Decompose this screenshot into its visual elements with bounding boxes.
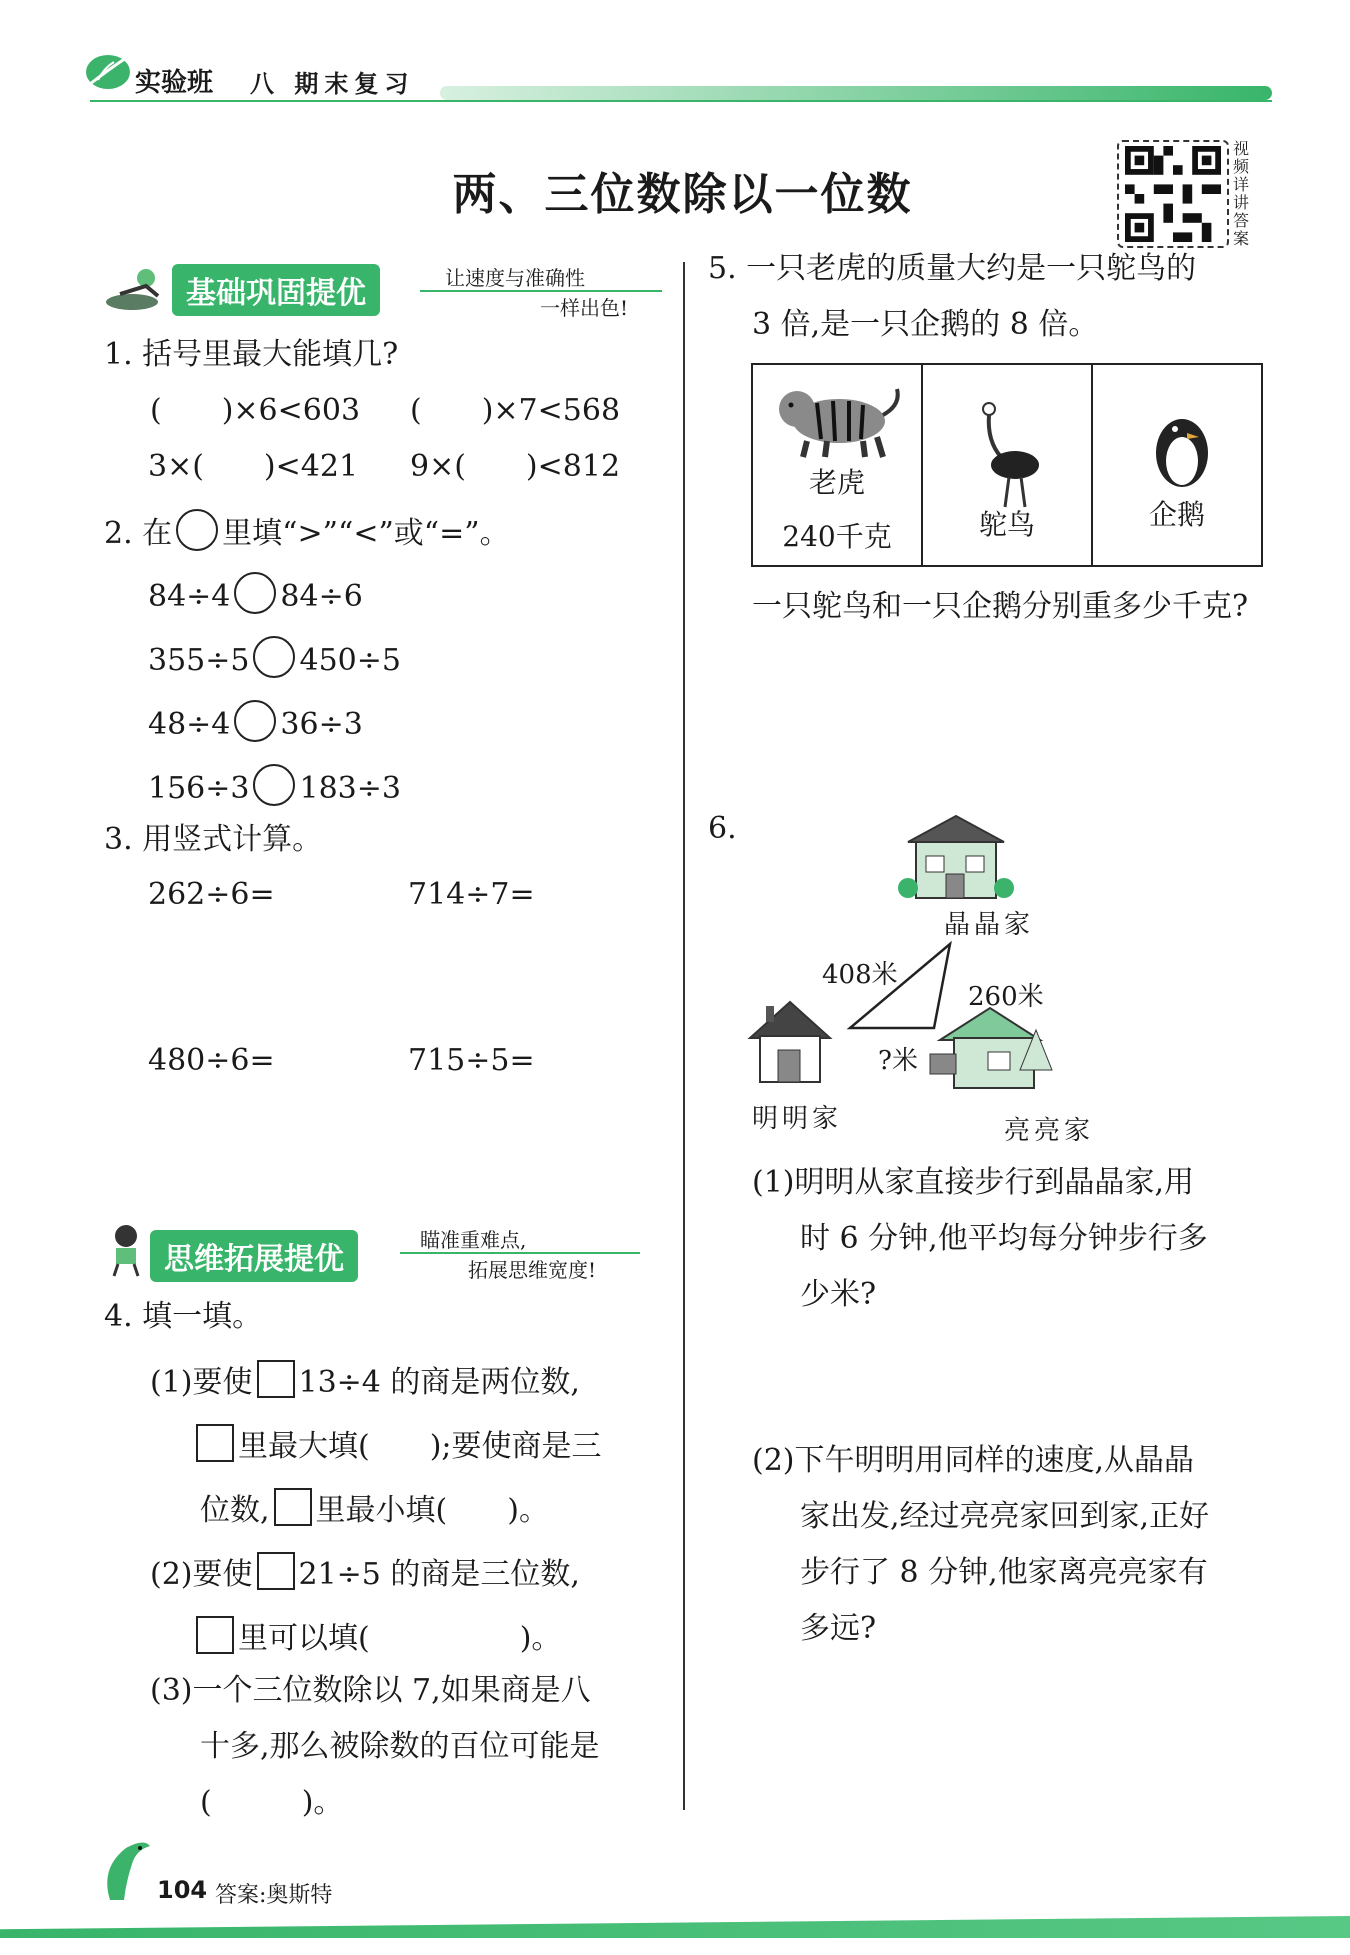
penguin-name: 企鹅 <box>1148 498 1205 531</box>
q6-p1-line1: (1)明明从家直接步行到晶晶家,用 <box>752 1165 1195 1200</box>
q2-row-left: 355÷5 <box>148 643 250 678</box>
animal-table <box>751 363 1263 567</box>
q2-row-3 <box>148 700 363 742</box>
label-jingjing-home: 晶晶家 <box>944 910 1035 940</box>
q4-p3-line3[interactable]: ( )。 <box>200 1785 344 1820</box>
q6-p2-line1: (2)下午明明用同样的速度,从晶晶 <box>752 1443 1195 1478</box>
liangliang-house-icon <box>930 1008 1052 1088</box>
kid-thinker-illustration <box>104 1222 152 1282</box>
q2-stem-post: 里填“>”“<”或“=”。 <box>222 516 510 551</box>
compare-circle[interactable] <box>234 700 276 742</box>
header-rule-thin <box>90 100 1272 102</box>
banner-thinking-note-1: 瞄准重难点, <box>420 1228 527 1252</box>
tiger-name: 老虎 <box>808 466 865 499</box>
q4-p1-l3-post: 里最小填( )。 <box>315 1493 549 1528</box>
banner-basic-line <box>420 290 662 292</box>
compare-circle[interactable] <box>234 572 276 614</box>
q2-row-right: 183÷3 <box>299 771 401 806</box>
banner-thinking-note-2: 拓展思维宽度! <box>468 1258 597 1282</box>
distance-408: 408米 <box>822 960 898 990</box>
qr-caption: 视频详讲答案 <box>1233 139 1250 248</box>
banner-basic-note-1: 让速度与准确性 <box>445 266 585 290</box>
q3-stem: 3. 用竖式计算。 <box>104 822 323 857</box>
compare-circle[interactable] <box>253 764 295 806</box>
distance-unknown: ?米 <box>878 1046 918 1076</box>
mingming-house-icon <box>750 1002 830 1082</box>
compare-circle[interactable] <box>253 636 295 678</box>
ostrich-icon <box>971 401 1051 511</box>
blank-box[interactable] <box>257 1552 295 1590</box>
tiger-icon <box>767 371 907 459</box>
footer-rule <box>0 1916 1350 1938</box>
q4-p1-l3-pre: 位数, <box>200 1493 270 1528</box>
q2-row-2 <box>148 636 401 678</box>
q5-question: 一只鸵鸟和一只企鹅分别重多少千克? <box>752 589 1249 624</box>
q4-p3-line1: (3)一个三位数除以 7,如果商是八 <box>150 1673 591 1708</box>
banner-basic-title: 基础巩固提优 <box>172 264 380 316</box>
ostrich-cell <box>923 365 1093 565</box>
q2-row-left: 156÷3 <box>148 771 250 806</box>
route-diagram <box>740 800 1120 1140</box>
q6-p2-line2: 家出发,经过亮亮家回到家,正好 <box>800 1499 1210 1534</box>
q4-p1-pre: (1)要使 <box>150 1365 253 1400</box>
circle-symbol <box>176 509 218 551</box>
q6-p1-line3: 少米? <box>800 1277 877 1312</box>
q2-row-left: 84÷4 <box>148 579 231 614</box>
q4-p1-line3 <box>200 1488 549 1526</box>
answer-credit: 答案:奥斯特 <box>215 1883 333 1908</box>
q3-b: 714÷7= <box>408 877 535 912</box>
q2-stem <box>104 509 510 551</box>
q4-p2-line1 <box>150 1552 580 1590</box>
q2-row-right: 36÷3 <box>280 707 363 742</box>
banner-thinking-title: 思维拓展提优 <box>150 1230 358 1282</box>
blank-box[interactable] <box>257 1360 295 1398</box>
dolphin-icon <box>96 1838 156 1912</box>
kid-runner-illustration <box>102 264 172 316</box>
q5-stem-1: 5. 一只老虎的质量大约是一只鸵鸟的 <box>708 251 1197 286</box>
blank-box[interactable] <box>196 1616 234 1654</box>
q4-stem: 4. 填一填。 <box>104 1299 263 1334</box>
q1-a[interactable]: ( )×6<603 <box>150 393 361 428</box>
q3-d: 715÷5= <box>408 1043 535 1078</box>
q4-p1-line1 <box>150 1360 580 1398</box>
q1-b[interactable]: ( )×7<568 <box>410 393 621 428</box>
header-rule <box>440 86 1272 100</box>
q3-a: 262÷6= <box>148 877 275 912</box>
q4-p1-post: 13÷4 的商是两位数, <box>298 1365 580 1400</box>
q2-row-1 <box>148 572 363 614</box>
section-name: 八 期末复习 <box>250 70 415 98</box>
tiger-cell <box>753 365 923 565</box>
q2-stem-pre: 2. 在 <box>104 516 173 551</box>
page-number: 104 <box>157 1876 208 1904</box>
header-leaf-logo <box>84 50 132 96</box>
q3-c: 480÷6= <box>148 1043 275 1078</box>
q6-p2-line3: 步行了 8 分钟,他家离亮亮家有 <box>800 1555 1208 1590</box>
q6-number: 6. <box>708 811 737 846</box>
q2-row-4 <box>148 764 401 806</box>
q4-p3-line2: 十多,那么被除数的百位可能是 <box>200 1729 600 1764</box>
q6-p2-line4: 多远? <box>800 1611 877 1646</box>
q5-stem-2: 3 倍,是一只企鹅的 8 倍。 <box>752 307 1099 342</box>
distance-260: 260米 <box>968 982 1044 1012</box>
tiger-weight: 240千克 <box>782 520 892 553</box>
q1-d[interactable]: 9×( )<812 <box>410 449 621 484</box>
q4-p2-pre: (2)要使 <box>150 1557 253 1592</box>
blank-box[interactable] <box>274 1488 312 1526</box>
column-divider <box>683 262 685 1810</box>
banner-thinking-line <box>400 1252 640 1254</box>
jingjing-house-icon <box>898 816 1014 898</box>
q2-row-right: 450÷5 <box>299 643 401 678</box>
q2-row-right: 84÷6 <box>280 579 363 614</box>
label-mingming-home: 明明家 <box>752 1104 843 1134</box>
q4-p2-post: 21÷5 的商是三位数, <box>298 1557 580 1592</box>
q1-c[interactable]: 3×( )<421 <box>148 449 359 484</box>
label-liangliang-home: 亮亮家 <box>1004 1116 1095 1146</box>
penguin-cell <box>1093 365 1261 565</box>
blank-box[interactable] <box>196 1424 234 1462</box>
qr-code[interactable] <box>1117 140 1229 248</box>
q4-p2-line2 <box>196 1616 561 1654</box>
banner-basic-note-2: 一样出色! <box>540 296 629 320</box>
q4-p2-l2: 里可以填( )。 <box>238 1621 562 1656</box>
q4-p1-l2: 里最大填( );要使商是三 <box>238 1429 602 1464</box>
page-title: 两、三位数除以一位数 <box>452 169 913 220</box>
q4-p1-line2 <box>196 1424 602 1462</box>
q2-row-left: 48÷4 <box>148 707 231 742</box>
q1-stem: 1. 括号里最大能填几? <box>104 337 399 372</box>
brand-name: 实验班 <box>135 68 214 98</box>
penguin-icon <box>1147 403 1217 493</box>
ostrich-name: 鸵鸟 <box>978 508 1035 541</box>
q6-p1-line2: 时 6 分钟,他平均每分钟步行多 <box>800 1221 1208 1256</box>
